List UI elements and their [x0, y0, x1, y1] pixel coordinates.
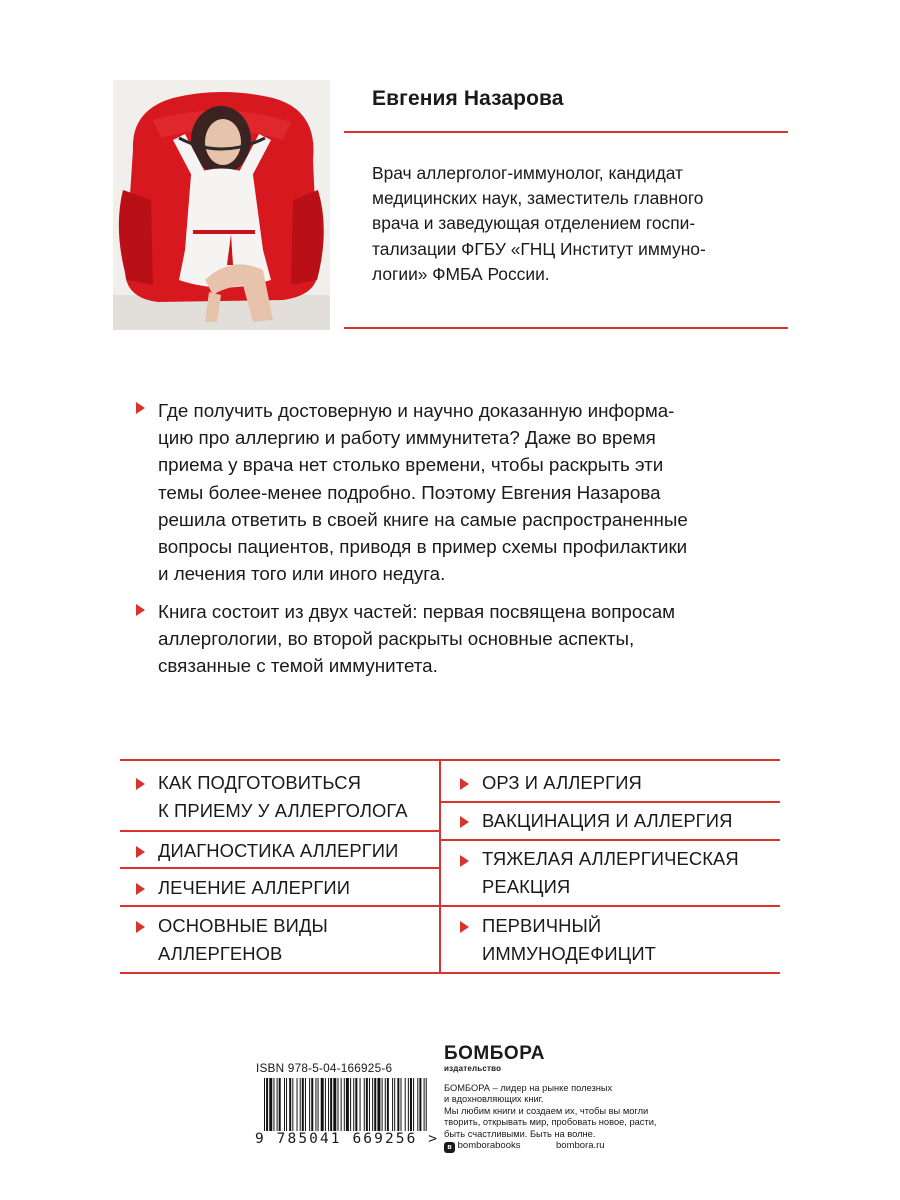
topics-rule: [120, 972, 439, 974]
barcode-bar: [311, 1078, 313, 1132]
barcode-bar: [369, 1078, 370, 1132]
barcode-bar: [302, 1078, 304, 1132]
description-line: и лечения того или иного недуга.: [158, 563, 446, 585]
description-line: Книга состоит из двух частей: первая посвящена вопросам: [158, 601, 676, 622]
author-photo: [113, 80, 330, 330]
description-line: темы более-менее подробно. Поэтому Евгения Назарова: [158, 481, 661, 503]
topics-rule: [120, 905, 439, 907]
publisher-social[interactable]: [444, 1140, 521, 1153]
topic-item: ЛЕЧЕНИЕ АЛЛЕРГИИ: [158, 877, 351, 898]
topic-item: ВАКЦИНАЦИЯ И АЛЛЕРГИЯ: [482, 810, 733, 831]
barcode-bar: [377, 1078, 380, 1132]
barcode-bar: [394, 1078, 395, 1132]
barcode-bar: [392, 1078, 393, 1132]
bullet-triangle-icon: [460, 778, 469, 790]
barcode-bar: [372, 1078, 373, 1132]
description-line: аллергологии, во второй раскрыты основные аспекты,: [158, 628, 635, 650]
barcode-bar: [286, 1078, 287, 1132]
author-bio: [372, 161, 777, 287]
barcode-bar: [309, 1078, 310, 1132]
description-line: связанные с темой иммунитета.: [158, 655, 438, 677]
barcode-bar: [330, 1078, 332, 1132]
topics-rule: [441, 759, 780, 761]
description-line: цию про аллергию и работу иммунитета? Даже во время: [158, 427, 656, 449]
barcode-bar: [408, 1078, 409, 1132]
barcode-bar: [315, 1078, 316, 1132]
barcode-bar: [297, 1078, 298, 1132]
barcode-bar: [292, 1078, 293, 1132]
social-handle[interactable]: bomborabooks: [457, 1140, 521, 1151]
description-paragraph-1: [158, 397, 788, 587]
description-line: приема у врача нет столько времени, чтобы раскрыть эти: [158, 454, 664, 476]
topics-rule: [441, 905, 780, 907]
topic-item: КАК ПОДГОТОВИТЬСЯ К ПРИЕМУ У АЛЛЕРГОЛОГА: [158, 772, 408, 821]
description-line: Где получить достоверную и научно доказанную информа-: [158, 400, 675, 421]
barcode-bar: [341, 1078, 342, 1132]
barcode-bar: [374, 1078, 376, 1132]
barcode-bar: [305, 1078, 306, 1132]
author-bio-line: Врач аллерголог-иммунолог, кандидат: [372, 163, 684, 183]
bullet-triangle-icon: [136, 883, 145, 895]
description-line: решила ответить в своей книге на самые распространенные: [158, 508, 688, 530]
barcode-bar: [328, 1078, 329, 1132]
bullet-triangle-icon: [136, 402, 145, 414]
barcode-bar: [397, 1078, 399, 1132]
barcode-bar: [344, 1078, 345, 1132]
bullet-triangle-icon: [460, 816, 469, 828]
topics-rule: [441, 801, 780, 803]
topics-rule: [120, 759, 439, 761]
bullet-triangle-icon: [460, 855, 469, 867]
barcode-bar: [355, 1078, 357, 1132]
topics-rule: [120, 830, 439, 832]
topics-rule: [441, 972, 780, 974]
barcode-bar: [382, 1078, 383, 1132]
barcode-bar: [318, 1078, 319, 1132]
isbn-label: ISBN 978-5-04-166925-6: [256, 1061, 393, 1075]
topics-divider: [439, 759, 441, 974]
barcode-bar: [360, 1078, 361, 1132]
author-name: Евгения Назарова: [372, 87, 564, 110]
bullet-triangle-icon: [460, 921, 469, 933]
barcode-bar: [300, 1078, 301, 1132]
barcode-bar: [325, 1078, 326, 1132]
barcode-bar: [277, 1078, 278, 1132]
barcode-bar: [289, 1078, 291, 1132]
author-bio-line: медицинских наук, заместитель главного: [372, 188, 704, 209]
barcode-bar: [269, 1078, 272, 1132]
description-paragraph-2: [158, 598, 788, 680]
topics-rule: [120, 867, 439, 869]
topic-item: ОРЗ И АЛЛЕРГИЯ: [482, 772, 642, 793]
barcode-bar: [364, 1078, 365, 1132]
barcode-bar: [405, 1078, 406, 1132]
barcode-bar: [279, 1078, 281, 1132]
publisher-website[interactable]: bombora.ru: [556, 1140, 605, 1151]
vk-icon: в: [444, 1142, 455, 1153]
author-bio-line: врача и заведующая отделением госпи-: [372, 213, 696, 234]
author-block-bottom-rule: [344, 327, 788, 329]
bullet-triangle-icon: [136, 921, 145, 933]
barcode-bar: [273, 1078, 274, 1132]
publisher-logo-subtitle: издательство: [444, 1064, 502, 1073]
topic-item: ДИАГНОСТИКА АЛЛЕРГИИ: [158, 840, 399, 861]
author-bio-line: тализации ФГБУ «ГНЦ Институт иммуно-: [372, 238, 706, 259]
description-line: вопросы пациентов, приводя в пример схемы профилактики: [158, 536, 688, 558]
author-name-underline: [344, 131, 788, 133]
barcode-bar: [385, 1078, 386, 1132]
author-photo-illustration: [113, 80, 330, 330]
publisher-logo: БОМБОРА: [444, 1043, 545, 1064]
barcode-bar: [401, 1078, 402, 1132]
barcode-bar: [424, 1078, 425, 1132]
barcode-bar: [417, 1078, 418, 1132]
barcode-bar: [419, 1078, 421, 1132]
barcode-bar: [387, 1078, 389, 1132]
barcode-bar: [333, 1078, 336, 1132]
barcode-bar: [413, 1078, 414, 1132]
barcode-bar: [284, 1078, 285, 1132]
topic-item: ТЯЖЕЛАЯ АЛЛЕРГИЧЕСКАЯ РЕАКЦИЯ: [482, 848, 739, 897]
topics-rule: [441, 839, 780, 841]
barcode-number: 9 785041 669256 >: [255, 1131, 440, 1147]
barcode-bar: [353, 1078, 354, 1132]
publisher-description: БОМБОРА – лидер на рынке полезных и вдохновляющих книг. Мы любим книги и создаем их, чтобы вы могли творить, открывать мир, пробовать новое, расти, быть счастливыми. Быть на волне.: [444, 1083, 657, 1139]
barcode-bar: [366, 1078, 368, 1132]
barcode-bar: [410, 1078, 412, 1132]
barcode-bar: [350, 1078, 351, 1132]
bullet-triangle-icon: [136, 604, 145, 616]
topic-item: ПЕРВИЧНЫЙ ИММУНОДЕФИЦИТ: [482, 915, 656, 964]
bullet-triangle-icon: [136, 846, 145, 858]
topic-item: ОСНОВНЫЕ ВИДЫ АЛЛЕРГЕНОВ: [158, 915, 328, 964]
barcode-bar: [338, 1078, 339, 1132]
author-bio-line: логии» ФМБА России.: [372, 263, 550, 284]
barcode-bar: [321, 1078, 324, 1132]
bullet-triangle-icon: [136, 778, 145, 790]
